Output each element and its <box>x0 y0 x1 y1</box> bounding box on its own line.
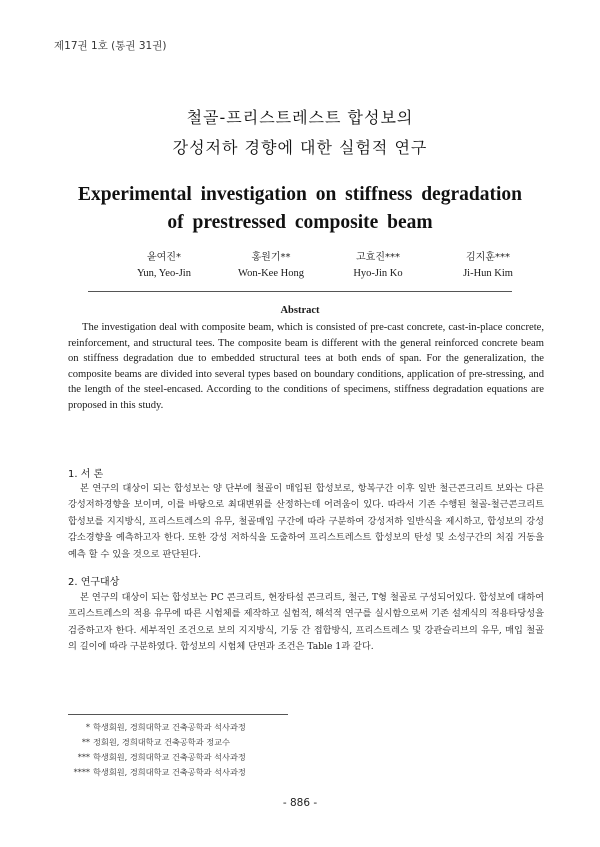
page-number: - 886 - <box>282 797 318 809</box>
footnote-4-text: 학생회원, 경희대학교 건축공학과 석사과정 <box>93 767 246 777</box>
author-1 <box>104 250 224 282</box>
author-4 <box>428 250 548 282</box>
footnote-1-text: 학생회원, 경희대학교 건축공학과 석사과정 <box>93 722 246 732</box>
footnotes <box>68 720 246 780</box>
korean-title <box>0 103 600 163</box>
english-title-line-1: Experimental investigation on stiffness degradation <box>78 184 522 205</box>
english-title-line-2: of prestressed composite beam <box>167 212 433 233</box>
author-4-korean-name: 김지훈*** <box>466 252 510 263</box>
footnote-2-mark: ** <box>81 737 90 747</box>
footnote-3 <box>68 750 246 765</box>
footnote-4-mark: **** <box>73 767 90 777</box>
english-title <box>0 181 600 237</box>
author-2 <box>211 250 331 282</box>
footnote-2 <box>68 735 246 750</box>
footnote-3-mark: *** <box>77 752 90 762</box>
footnote-4 <box>68 765 246 780</box>
title-divider <box>88 291 512 292</box>
author-3 <box>318 250 438 282</box>
footnote-1-mark: * <box>85 722 90 732</box>
journal-issue-header: 제17권 1호 (통권 31권) <box>54 40 167 52</box>
footnote-3-text: 학생회원, 경희대학교 건축공학과 석사과정 <box>93 752 246 762</box>
footnote-1 <box>68 720 246 735</box>
author-3-korean-name: 고효진*** <box>356 252 400 263</box>
section-2-text: 본 연구의 대상이 되는 합성보는 PC 콘크리트, 현장타설 콘크리트, 철근, T형 철골로 구성되어있다. 합성보에 대하여 프리스트레스의 적용 유무에 따른 시험체를 제작하고 실험적, 해석적 연구를 실시함으로써 기존 설계식의 적용타당성을 검증하고자 한다. 세부적인 조건으로 보의 지지방식, 기둥 간 접합방식, 프리스트레스 및 강관슬리브의 유무, 매입 철골의 길이에 따라 구분하였다. 합성보의 시험체 단면과 조건은 Table 1과 같다. <box>68 592 544 653</box>
author-2-korean-name: 홍원기** <box>251 252 291 263</box>
author-2-english-name: Won-Kee Hong <box>238 268 304 279</box>
section-1-heading: 1. 서 론 <box>68 469 104 480</box>
korean-title-line-2: 강성저하 경향에 대한 실험적 연구 <box>172 138 428 157</box>
korean-title-line-1: 철골-프리스트레스트 합성보의 <box>186 108 414 127</box>
author-1-korean-name: 윤여진* <box>147 252 181 263</box>
author-1-english-name: Yun, Yeo-Jin <box>137 268 191 279</box>
footnote-2-text: 정회원, 경희대학교 건축공학과 정교수 <box>93 737 230 747</box>
abstract-text: The investigation deal with composite beam, which is consisted of pre-cast concrete, cast-in-place concrete, reinforcement, and structural tees. The composite beam is different with the general reinforced concrete beam on stiffness degradation due to embedded structural tees at both ends of span. For the generalization, the composite beams are divided into several types based on boundary conditions, application of pre-stressing, and the length of the steel-encased. According to the conditions of specimens, stiffness degradation equations are proposed in this study. <box>68 322 544 411</box>
section-1-text: 본 연구의 대상이 되는 합성보는 양 단부에 철골이 매입된 합성보로, 항복구간 이후 일반 철근콘크리트 보와는 다른 강성저하경향을 보이며, 이를 바탕으로 최대변위를 산정하는데 어려움이 있다. 따라서 기존 수행된 철골-철근콘크리트 합성보를 지지방식, 프리스트레스의 유무, 철골매입 구간에 따라 구분하여 강성저하 일반식을 제시하고, 합성보의 강성감소경향을 예측하고자 한다. 또한 강성 저하식을 도출하여 프리스트레스트 합성보의 탄성 및 소성구간의 처짐 거동을 예측 할 수 있을 것으로 판단된다. <box>68 483 544 560</box>
footnote-divider <box>68 714 288 715</box>
author-3-english-name: Hyo-Jin Ko <box>353 268 403 279</box>
section-2-heading: 2. 연구대상 <box>68 577 120 588</box>
abstract-heading: Abstract <box>280 305 320 316</box>
author-4-english-name: Ji-Hun Kim <box>463 268 513 279</box>
